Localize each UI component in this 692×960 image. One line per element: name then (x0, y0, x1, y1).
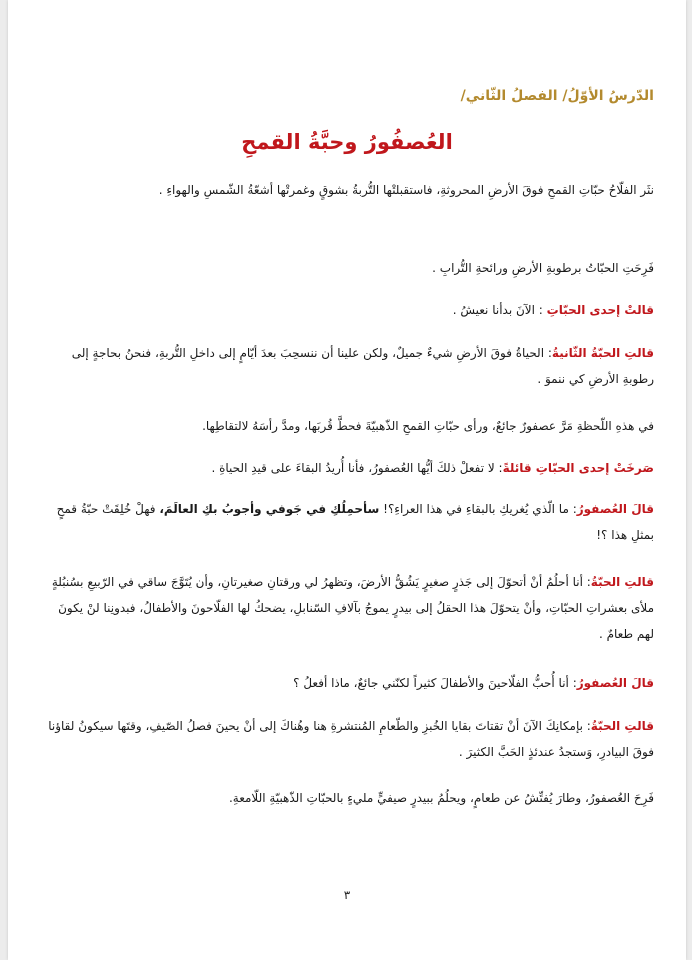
story-title: العُصفُورُ وحبَّةُ القمحِ (241, 130, 453, 154)
paragraph-3 (40, 297, 654, 323)
speaker-label: قالتِ الحبّةُ (590, 575, 654, 589)
paragraph-4 (40, 340, 654, 392)
dialogue-text-end: فهلْ خُلِقَتْ حبّةُ قمحٍ بمثلِ هذا ؟! (56, 502, 654, 542)
paragraph-1: نثَر الفلّاحُ حبّاتِ القمحِ فوقَ الأرضِ المحروثةِ، فاستقبلتْها التُّربةُ بشوقٍ وغمرتْها أشعّةُ الشّمسِ والهواءِ . (158, 183, 654, 197)
paragraph-7 (40, 496, 654, 548)
dialogue-text: : الحياةُ فوقَ الأرضِ شيءٌ جميلٌ، ولكن علينا أن ننسحِبَ بعدَ أيّامٍ إلى داخلِ التُّربةِ، فنحنُ بحاجةٍ إلى رطوبةِ الأرضِ كي ننموَ . (71, 346, 654, 386)
bold-dialogue: سأحمِلُكِ في جَوفي وأجوبُ بكِ العالَمَ، (159, 502, 380, 516)
paragraph-9 (40, 670, 654, 696)
speaker-label: قالتِ الحبّةُ (590, 719, 654, 733)
document-page (8, 0, 686, 960)
page-number: ٣ (343, 888, 351, 902)
dialogue-text: : لا تفعلْ ذلكَ أيُّها العُصفورُ، فأنا أُريدُ البقاءَ على قيدِ الحياةِ . (211, 461, 503, 475)
dialogue-text: : أنا أُحبُّ الفلّاحينَ والأطفالَ كثيراً لكنّني جائعٌ، ماذا أفعلُ ؟ (293, 676, 577, 690)
lesson-header: الدّرسُ الأوّلُ/ الفصلُ الثّاني/ (460, 88, 654, 104)
page-content (40, 0, 654, 960)
dialogue-text: : الآنَ بدأنا نعيشُ . (452, 303, 547, 317)
dialogue-text: : أنا أحلُمُ أنْ أتحوّلَ إلى جَذرٍ صغيرٍ يَشُقُّ الأرضَ، وتظهرُ لي ورقتانِ صغيرتانِ، وأن يُتَوَّجَ ساقي في الرّبيعِ بسُنبُلةٍ ملأى بعشراتِ الحبّاتِ، وأنْ يتحوّلَ هذا الحقلُ إلى بيدرٍ يموجُ بآلافِ السّنابلِ، يضحكُ لها الفلّاحونَ والأطفالُ، فبدونِنا لنْ يكونَ لهم طعامٌ . (51, 575, 654, 641)
dialogue-text: : ما الّذي يُغريكِ بالبقاءِ في هذا العراءِ؟! (379, 502, 577, 516)
paragraph-11: فَرِحَ العُصفورُ، وطارَ يُفتِّشُ عن طعامٍ، ويحلُمُ ببيدرٍ صيفيٍّ مليءٍ بالحبّاتِ الذّهبيّةِ اللّامعةِ. (228, 791, 654, 805)
speaker-label: قالتْ إحدى الحبّاتِ (546, 303, 654, 317)
speaker-label: صَرخَتْ إحدى الحبّاتِ قائلةً (502, 461, 654, 475)
speaker-label: قالَ العُصفورُ (576, 502, 654, 516)
speaker-label: قالَ العُصفورُ (576, 676, 654, 690)
paragraph-6 (40, 455, 654, 481)
paragraph-5: في هذهِ اللّحظةِ مَرَّ عصفورٌ جائعٌ، ورأى حبّاتِ القمحِ الذّهبيّةَ فحطَّ قُربَها، ومدَّ رأسَهُ لالتقاطِها. (202, 419, 654, 433)
speaker-label: قالتِ الحبّةُ الثّانيةُ (551, 346, 654, 360)
paragraph-2: فَرِحَتِ الحبّاتُ برطوبةِ الأرضِ ورائحةِ التُّرابِ . (432, 261, 654, 275)
dialogue-text: : بإمكانِكَ الآنَ أنْ تقتاتَ بقايا الخُبزِ والطّعامِ المُنتشرةِ هنا وهُناكَ إلى أنْ يحينَ فصلُ الصّيفِ، وقتَها سيكونُ لقاؤنا فوقَ البيادرِ، وَستجدُ عندئذٍ الحَبَّ الكثيرَ . (48, 719, 654, 759)
paragraph-10 (40, 713, 654, 765)
paragraph-8 (40, 569, 654, 647)
